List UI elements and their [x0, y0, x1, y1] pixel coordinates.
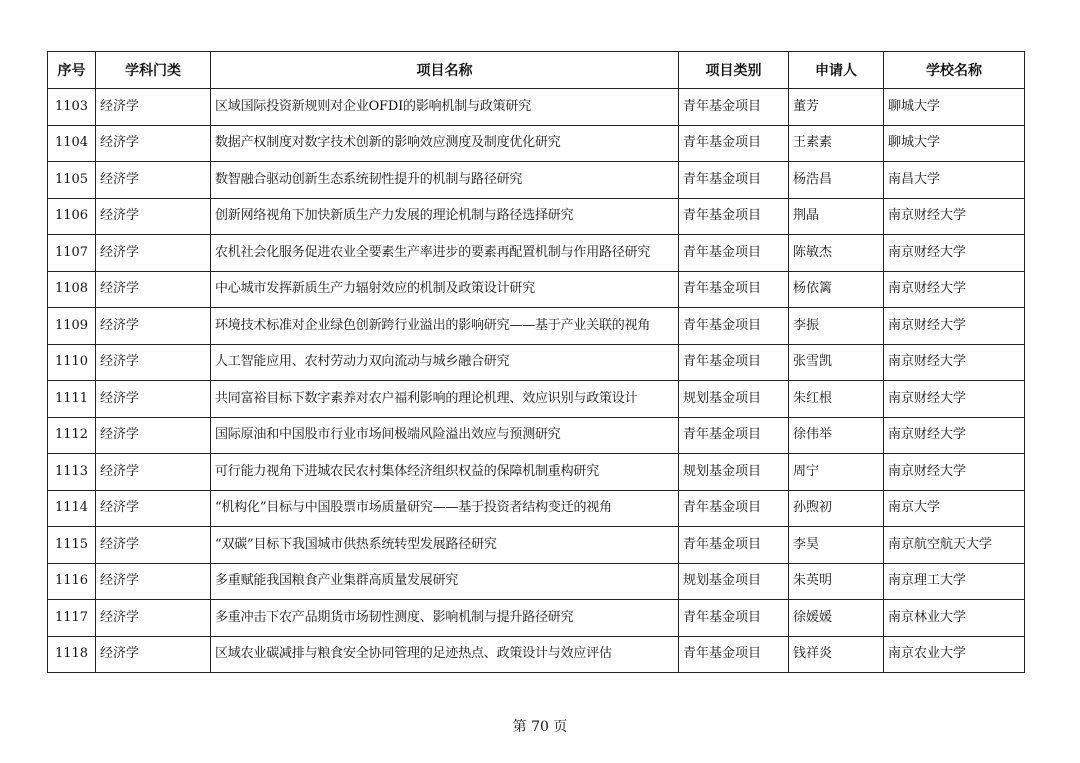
cell-applicant: 徐伟举: [789, 417, 884, 454]
cell-project-title: 共同富裕目标下数字素养对农户福利影响的理论机理、效应识别与政策设计: [211, 381, 679, 418]
cell-project-category: 青年基金项目: [679, 162, 789, 199]
header-applicant: 申请人: [789, 52, 884, 89]
table-header-row: [48, 52, 1025, 89]
table-row: [48, 527, 1025, 564]
cell-index: 1116: [48, 563, 96, 600]
cell-school: 聊城大学: [884, 125, 1025, 162]
table-row: [48, 600, 1025, 637]
cell-project-category: 青年基金项目: [679, 89, 789, 126]
cell-project-title: 区域农业碳减排与粮食安全协同管理的足迹热点、政策设计与效应评估: [211, 636, 679, 673]
cell-index: 1104: [48, 125, 96, 162]
cell-applicant: 朱英明: [789, 563, 884, 600]
table-row: [48, 89, 1025, 126]
cell-school: 南京大学: [884, 490, 1025, 527]
cell-applicant: 李振: [789, 308, 884, 345]
cell-project-category: 青年基金项目: [679, 600, 789, 637]
cell-applicant: 荆晶: [789, 198, 884, 235]
cell-school: 南京财经大学: [884, 454, 1025, 491]
header-index: 序号: [48, 52, 96, 89]
cell-project-title: 多重赋能我国粮食产业集群高质量发展研究: [211, 563, 679, 600]
table-row: [48, 381, 1025, 418]
cell-school: 南京财经大学: [884, 235, 1025, 272]
cell-school: 南京航空航天大学: [884, 527, 1025, 564]
header-project-title: 项目名称: [211, 52, 679, 89]
cell-project-title: 区域国际投资新规则对企业OFDI的影响机制与政策研究: [211, 89, 679, 126]
cell-project-category: 青年基金项目: [679, 235, 789, 272]
cell-discipline: 经济学: [96, 636, 211, 673]
cell-school: 南京财经大学: [884, 417, 1025, 454]
cell-applicant: 李昊: [789, 527, 884, 564]
cell-project-title: 数据产权制度对数字技术创新的影响效应测度及制度优化研究: [211, 125, 679, 162]
table-row: [48, 162, 1025, 199]
cell-project-title: 多重冲击下农产品期货市场韧性测度、影响机制与提升路径研究: [211, 600, 679, 637]
cell-index: 1110: [48, 344, 96, 381]
cell-project-category: 青年基金项目: [679, 527, 789, 564]
cell-discipline: 经济学: [96, 600, 211, 637]
cell-discipline: 经济学: [96, 381, 211, 418]
cell-school: 南京财经大学: [884, 198, 1025, 235]
cell-index: 1112: [48, 417, 96, 454]
cell-index: 1108: [48, 271, 96, 308]
cell-discipline: 经济学: [96, 308, 211, 345]
cell-discipline: 经济学: [96, 271, 211, 308]
cell-school: 南京财经大学: [884, 308, 1025, 345]
cell-applicant: 徐媛媛: [789, 600, 884, 637]
cell-project-title: 创新网络视角下加快新质生产力发展的理论机制与路径选择研究: [211, 198, 679, 235]
cell-index: 1114: [48, 490, 96, 527]
cell-discipline: 经济学: [96, 344, 211, 381]
cell-project-category: 青年基金项目: [679, 271, 789, 308]
cell-project-title: 环境技术标准对企业绿色创新跨行业溢出的影响研究——基于产业关联的视角: [211, 308, 679, 345]
table-row: [48, 563, 1025, 600]
cell-index: 1107: [48, 235, 96, 272]
cell-project-category: 规划基金项目: [679, 454, 789, 491]
cell-project-category: 青年基金项目: [679, 490, 789, 527]
table-row: [48, 344, 1025, 381]
cell-index: 1103: [48, 89, 96, 126]
cell-applicant: 孙煦初: [789, 490, 884, 527]
header-discipline: 学科门类: [96, 52, 211, 89]
cell-discipline: 经济学: [96, 490, 211, 527]
cell-project-category: 青年基金项目: [679, 417, 789, 454]
cell-applicant: 张雪凯: [789, 344, 884, 381]
table-row: [48, 490, 1025, 527]
cell-applicant: 杨浩昌: [789, 162, 884, 199]
cell-project-category: 青年基金项目: [679, 344, 789, 381]
cell-index: 1117: [48, 600, 96, 637]
cell-project-category: 青年基金项目: [679, 198, 789, 235]
table-row: [48, 235, 1025, 272]
cell-applicant: 钱祥炎: [789, 636, 884, 673]
cell-index: 1113: [48, 454, 96, 491]
table-row: [48, 454, 1025, 491]
table-row: [48, 198, 1025, 235]
cell-index: 1105: [48, 162, 96, 199]
table-row: [48, 271, 1025, 308]
cell-school: 聊城大学: [884, 89, 1025, 126]
cell-project-category: 青年基金项目: [679, 308, 789, 345]
table-row: [48, 308, 1025, 345]
cell-applicant: 朱红根: [789, 381, 884, 418]
page-number: 第 70 页: [512, 719, 568, 735]
cell-discipline: 经济学: [96, 417, 211, 454]
cell-discipline: 经济学: [96, 454, 211, 491]
cell-school: 南京财经大学: [884, 271, 1025, 308]
table-row: [48, 636, 1025, 673]
cell-project-title: 数智融合驱动创新生态系统韧性提升的机制与路径研究: [211, 162, 679, 199]
cell-applicant: 董芳: [789, 89, 884, 126]
cell-project-title: “双碳”目标下我国城市供热系统转型发展路径研究: [211, 527, 679, 564]
cell-project-category: 青年基金项目: [679, 125, 789, 162]
header-school: 学校名称: [884, 52, 1025, 89]
cell-project-category: 规划基金项目: [679, 381, 789, 418]
cell-discipline: 经济学: [96, 235, 211, 272]
cell-project-title: 人工智能应用、农村劳动力双向流动与城乡融合研究: [211, 344, 679, 381]
cell-discipline: 经济学: [96, 162, 211, 199]
table-row: [48, 125, 1025, 162]
cell-index: 1109: [48, 308, 96, 345]
cell-discipline: 经济学: [96, 198, 211, 235]
cell-discipline: 经济学: [96, 89, 211, 126]
cell-discipline: 经济学: [96, 563, 211, 600]
cell-discipline: 经济学: [96, 527, 211, 564]
cell-project-category: 青年基金项目: [679, 636, 789, 673]
cell-discipline: 经济学: [96, 125, 211, 162]
cell-school: 南京财经大学: [884, 344, 1025, 381]
cell-index: 1106: [48, 198, 96, 235]
cell-school: 南京农业大学: [884, 636, 1025, 673]
cell-project-category: 规划基金项目: [679, 563, 789, 600]
cell-index: 1111: [48, 381, 96, 418]
cell-project-title: 中心城市发挥新质生产力辐射效应的机制及政策设计研究: [211, 271, 679, 308]
cell-applicant: 周宁: [789, 454, 884, 491]
header-project-category: 项目类别: [679, 52, 789, 89]
cell-index: 1118: [48, 636, 96, 673]
cell-project-title: 国际原油和中国股市行业市场间极端风险溢出效应与预测研究: [211, 417, 679, 454]
cell-project-title: 可行能力视角下进城农民农村集体经济组织权益的保障机制重构研究: [211, 454, 679, 491]
cell-index: 1115: [48, 527, 96, 564]
project-table: [47, 51, 1025, 673]
cell-project-title: 农机社会化服务促进农业全要素生产率进步的要素再配置机制与作用路径研究: [211, 235, 679, 272]
cell-school: 南京理工大学: [884, 563, 1025, 600]
cell-project-title: “机构化”目标与中国股票市场质量研究——基于投资者结构变迁的视角: [211, 490, 679, 527]
cell-applicant: 杨依篱: [789, 271, 884, 308]
cell-school: 南京林业大学: [884, 600, 1025, 637]
table-row: [48, 417, 1025, 454]
cell-applicant: 王素素: [789, 125, 884, 162]
cell-school: 南昌大学: [884, 162, 1025, 199]
cell-applicant: 陈敏杰: [789, 235, 884, 272]
cell-school: 南京财经大学: [884, 381, 1025, 418]
